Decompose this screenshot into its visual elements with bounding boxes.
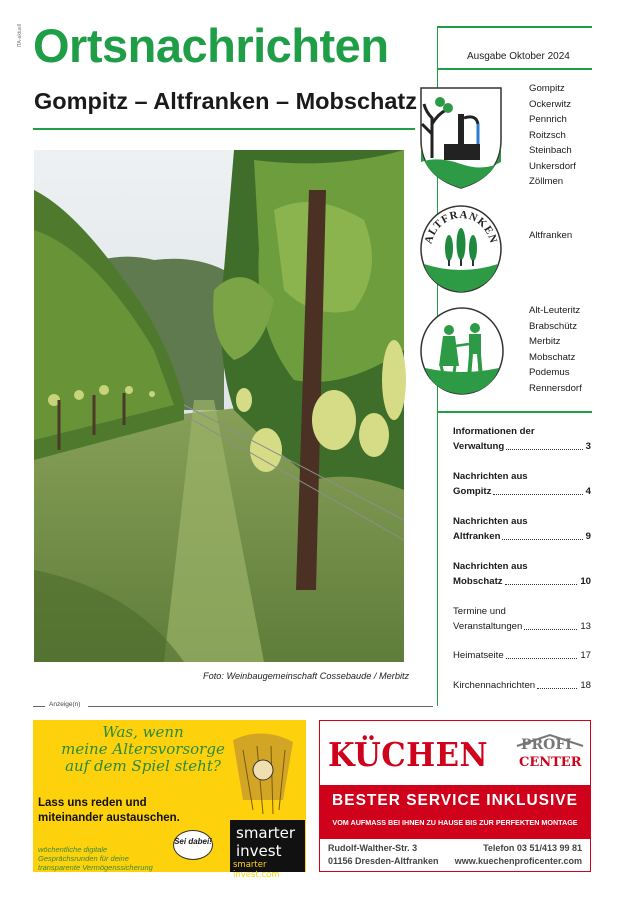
vineyard-photo [34, 150, 404, 662]
photo-caption: Foto: Weinbaugemeinschaft Cossebaude / Merbitz [203, 671, 410, 681]
toc-item-altfranken[interactable]: Nachrichten aus Altfranken 9 [453, 516, 591, 542]
toc-item-termine[interactable]: Termine und Veranstaltungen 13 [453, 606, 591, 632]
smarter-invest-ad[interactable] [33, 720, 306, 880]
ad-call-to-action: Lass uns reden und miteinander austauschen. [38, 797, 180, 824]
ad-label-rule-right [88, 706, 433, 707]
gompitz-place-list: Gompitz Ockerwitz Pennrich Roitzsch Steinbach Unkersdorf Zöllmen [529, 83, 576, 187]
toc-item-heimatseite[interactable]: Heimatseite 17 [453, 650, 591, 661]
ad-slogan-band: BESTER SERVICE INKLUSIVE VOM AUFMASS BEI IHNEN ZU HAUSE BIS ZUR PERFEKTEN MONTAGE [320, 785, 590, 839]
ad-label-rule-left [33, 706, 45, 707]
speech-bubble: Sei dabei! [173, 830, 213, 860]
masthead-subtitle: Gompitz – Altfranken – Mobschatz [34, 88, 418, 114]
svg-text:ALTFRANKEN: ALTFRANKEN [422, 208, 500, 246]
profi-center-logo: PROFI CENTER [515, 734, 585, 774]
ad-headline: Was, wenn meine Altersvorsorge auf dem Spiel steht? [61, 723, 225, 775]
mobschatz-crest-icon [419, 306, 505, 396]
smarter-invest-logo: smarter invest smarter invest.com [230, 820, 305, 872]
spinning-top-illustration-icon [223, 730, 303, 822]
title-rule [33, 128, 415, 130]
kuechen-brand: KÜCHEN [328, 735, 489, 774]
ad-label: Anzeige(n) [49, 701, 81, 708]
issue-date: Ausgabe Oktober 2024 [467, 51, 570, 62]
altfranken-crest-icon [419, 204, 503, 294]
publisher-tag: ITA-aktuell [17, 24, 23, 48]
toc-rule [437, 411, 592, 413]
altfranken-place-list: Altfranken [529, 230, 573, 241]
toc-item-verwaltung[interactable]: Informationen der Verwaltung 3 [453, 426, 591, 452]
toc-item-kirchennachrichten[interactable]: Kirchennachrichten 18 [453, 680, 591, 691]
ad-contact: Telefon 03 51/413 99 81 www.kuechenproficenter.com [454, 843, 582, 866]
issue-rule [437, 68, 592, 70]
masthead-title: Ortsnachrichten [33, 19, 389, 72]
ad-small-text: wöchentliche digitale Gesprächsrunden für deine transparente Vermögenssicherung [38, 845, 153, 872]
mobschatz-place-list: Alt-Leuteritz Brabschütz Merbitz Mobschatz Podemus Rennersdorf [529, 305, 582, 394]
toc-item-mobschatz[interactable]: Nachrichten aus Mobschatz 10 [453, 561, 591, 587]
kuechen-profi-center-ad[interactable] [319, 720, 591, 872]
ad-address: Rudolf-Walther-Str. 3 01156 Dresden-Altfranken [328, 843, 439, 866]
toc-item-gompitz[interactable]: Nachrichten aus Gompitz 4 [453, 471, 591, 497]
gompitz-crest-icon [418, 84, 504, 190]
